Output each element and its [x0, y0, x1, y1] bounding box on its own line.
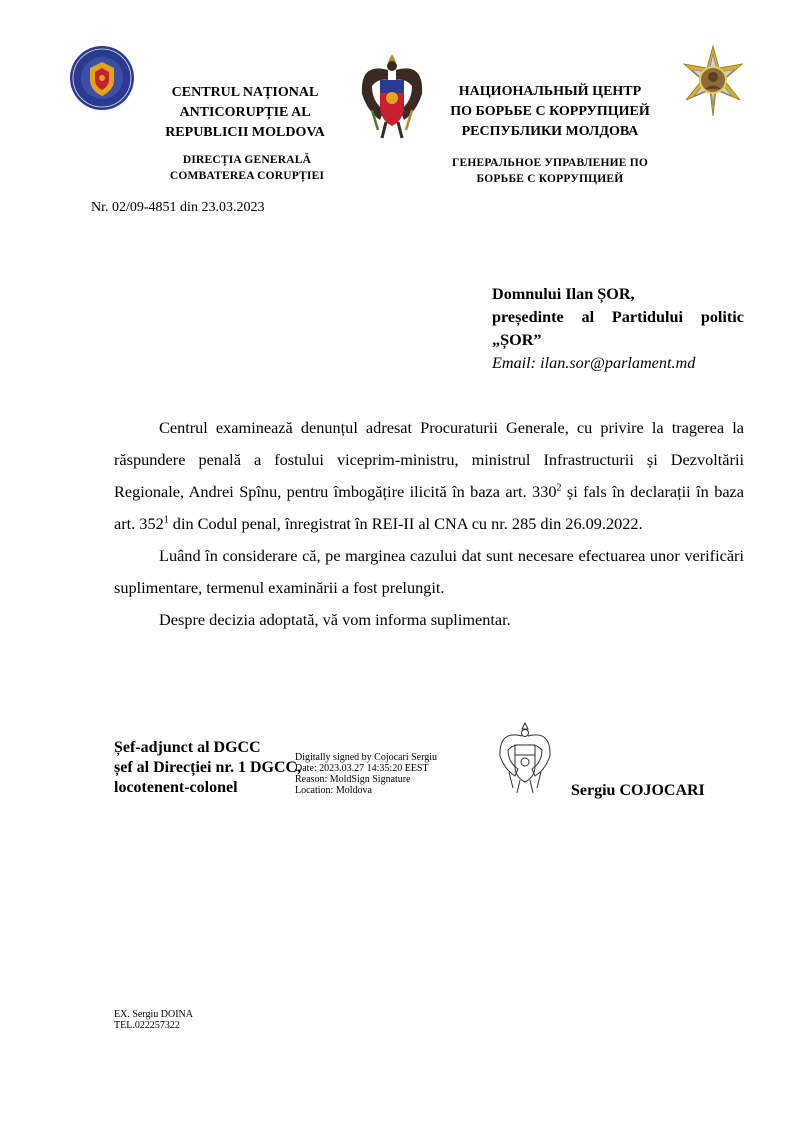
paragraph-2: Luând în considerare că, pe marginea cazului dat sunt necesare efectuarea unor verificări suplimentare, termenul examinării a fost prelungit. [114, 546, 744, 597]
moldova-coat-of-arms-icon [358, 50, 426, 142]
addressee-position: președinte al Partidului politic [492, 308, 744, 326]
digital-signature-info: Digitally signed by Cojocari Sergiu Date: 2023.03.27 14:35:20 EEST Reason: MoldSign Signature Location: Moldova [295, 752, 438, 796]
paragraph-1: Centrul examinează denunțul adresat Procuraturii Generale, cu privire la tragerea la răspundere penală a fostului viceprim-ministru, ministrul Infrastructurii și Dezvoltării Regionale, Andrei Spînu, pentru îmbogățire ilicită în baza art. $330^2$ și fals în declarații în baza art. $352^1$ din Codul penal, înregistrat în REI-II al CNA cu nr. 285 din 26.09.2022. [114, 418, 745, 533]
moldova-coat-of-arms-stamp-icon [497, 720, 553, 796]
reference-number: Nr. 02/09-4851 din 23.03.2023 [91, 200, 265, 215]
addressee-email: Email: ilan.sor@parlament.md [492, 354, 696, 372]
addressee-block [492, 283, 744, 375]
addressee-name: Domnului Ilan ȘOR, [492, 285, 635, 303]
signatory-name: Sergiu COJOCARI [571, 782, 705, 799]
cna-round-seal-icon [68, 44, 136, 112]
addressee-party: „ȘOR” [492, 331, 542, 349]
header-left-subtitle: DIRECȚIA GENERALĂ COMBATEREA CORUPȚIEI [169, 154, 325, 182]
paragraph-3: Despre decizia adoptată, vă vom informa suplimentar. [159, 610, 511, 629]
header-left-title: CENTRUL NAȚIONAL ANTICORUPȚIE AL REPUBLICII MOLDOVA [165, 85, 325, 140]
footer-executor: EX. Sergiu DOINA TEL.022257322 [114, 1009, 193, 1031]
header-right-title: НАЦИОНАЛЬНЫЙ ЦЕНТР ПО БОРЬБЕ С КОРРУПЦИЕЙ РЕСПУБЛИКИ МОЛДОВА [450, 84, 650, 139]
signatory-title: Șef-adjunct al DGCC șef al Direcției nr. 1 DGCC, locotenent-colonel [114, 739, 302, 796]
header-right-subtitle: ГЕНЕРАЛЬНОЕ УПРАВЛЕНИЕ ПО БОРЬБЕ С КОРРУПЦИЕЙ [451, 157, 649, 185]
order-star-medal-icon [678, 44, 748, 120]
letter-body [114, 412, 744, 636]
